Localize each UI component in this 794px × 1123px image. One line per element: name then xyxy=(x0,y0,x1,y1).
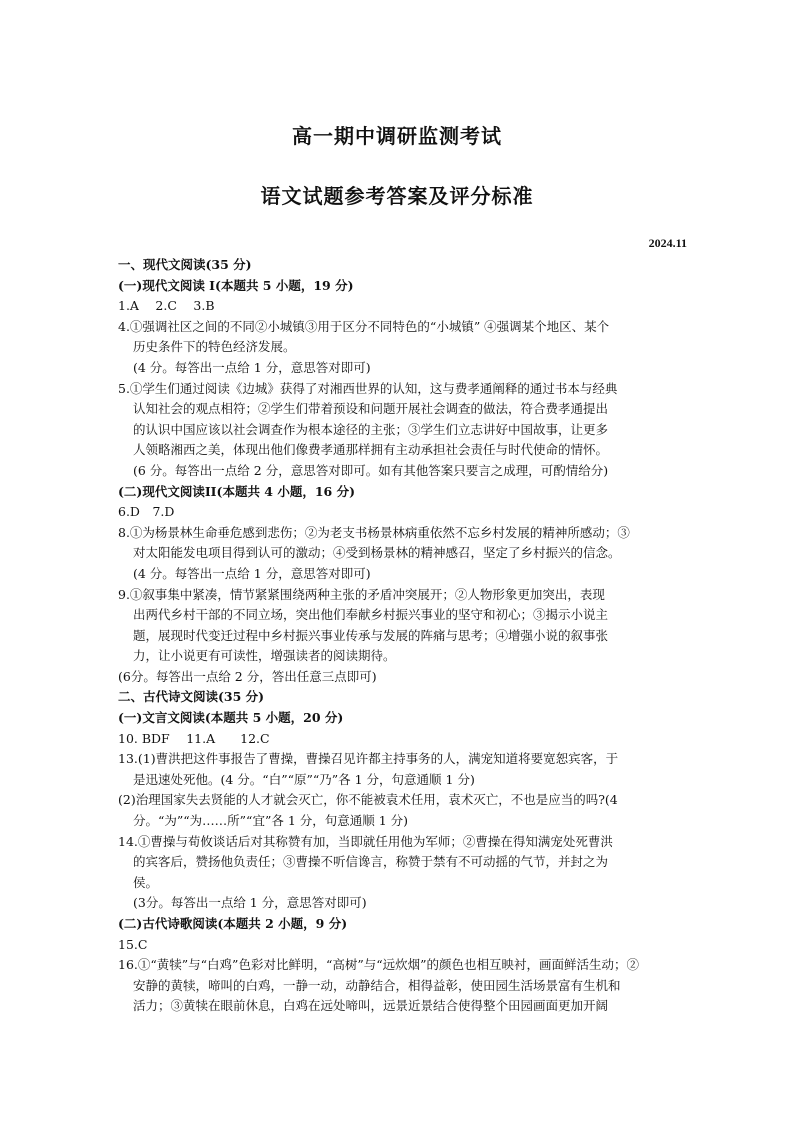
section-heading: (一)现代文阅读 I(本题共 5 小题，19 分) xyxy=(118,277,354,293)
document-subtitle: 语文试题参考答案及评分标准 xyxy=(260,184,534,208)
answer-line: 活力；③黄犊在眼前休息，白鸡在远处啼叫，远景近景结合使得整个田园画面更加开阔 xyxy=(133,998,609,1014)
answer-line: 的认识中国应该以社会调查作为根本途径的主张；③学生们立志讲好中国故事，让更多 xyxy=(133,421,609,437)
answer-line: 5.①学生们通过阅读《边城》获得了对湘西世界的认知，这与费孝通阐释的通过书本与经典 xyxy=(118,380,618,396)
answer-line: 人领略湘西之美，体现出他们像费孝通那样拥有主动承担社会责任与时代使命的情怀。 xyxy=(133,442,609,458)
answer-line: 4.①强调社区之间的不同②小城镇③用于区分不同特色的“小城镇” ④强调某个地区、某个 xyxy=(118,318,610,334)
answer-line: (2)治理国家失去贤能的人才就会灭亡，你不能被袁术任用，袁术灭亡，不也是应当的吗?(4 xyxy=(118,792,618,808)
section-heading: 二、古代诗文阅读(35 分) xyxy=(118,689,265,705)
answer-line: (6分。每答出一点给 2 分，答出任意三点即可) xyxy=(118,668,377,684)
answer-line: 出两代乡村干部的不同立场，突出他们奉献乡村振兴事业的坚守和初心；③揭示小说主 xyxy=(133,607,609,623)
answer-line: 历史条件下的特色经济发展。 xyxy=(133,339,296,355)
answer-line: (3分。每答出一点给 1 分，意思答对即可) xyxy=(133,895,367,911)
answer-line: 题，展现时代变迁过程中乡村振兴事业传承与发展的阵痛与思考；④增强小说的叙事张 xyxy=(133,627,609,643)
answer-line: 是迅速处死他。(4 分。“白”“原”“乃”各 1 分，句意通顺 1 分) xyxy=(133,771,475,787)
answer-line: 力，让小说更有可读性，增强读者的阅读期待。 xyxy=(133,648,396,664)
answer-line: (4 分。每答出一点给 1 分，意思答对即可) xyxy=(133,359,371,375)
answer-line: 的宾客后，赞扬他负责任；③曹操不听信谗言，称赞于禁有不可动摇的气节，并封之为 xyxy=(133,854,609,870)
section-heading: (二)现代文阅读II(本题共 4 小题，16 分) xyxy=(118,483,356,499)
answer-line: 1.A 2.C 3.B xyxy=(118,298,215,314)
answer-line: 13.(1)曹洪把这件事报告了曹操，曹操召见许都主持事务的人，满宠知道将要宽恕宾客，于 xyxy=(118,751,619,767)
answer-line: 8.①为杨景林生命垂危感到悲伤；②为老支书杨景林病重依然不忘乡村发展的精神所感动；③ xyxy=(118,524,630,540)
answer-line: 安静的黄犊，啼叫的白鸡，一静一动，动静结合，相得益彰，使田园生活场景富有生机和 xyxy=(133,977,621,993)
answer-line: 侯。 xyxy=(133,874,159,890)
answer-line: (6 分。每答出一点给 2 分，意思答对即可。如有其他答案只要言之成理，可酌情给分) xyxy=(133,462,609,478)
answer-line: (4 分。每答出一点给 1 分，意思答对即可) xyxy=(133,565,371,581)
answer-body xyxy=(118,255,703,1017)
answer-line: 分。“为”“为……所”“宜”各 1 分，句意通顺 1 分) xyxy=(133,813,409,829)
document-date: 2024.11 xyxy=(648,236,687,250)
document-title: 高一期中调研监测考试 xyxy=(292,124,502,148)
section-heading: (二)古代诗歌阅读(本题共 2 小题，9 分) xyxy=(118,916,348,931)
answer-line: 对太阳能发电项目得到认可的激动；④受到杨景林的精神感召，坚定了乡村振兴的信念。 xyxy=(133,545,621,561)
section-heading: (一)文言文阅读(本题共 5 小题，20 分) xyxy=(118,710,344,726)
answer-line: 16.①“黄犊”与“白鸡”色彩对比鲜明，“高树”与“远炊烟”的颜色也相互映衬，画面鲜活生动；② xyxy=(118,957,640,973)
answer-line: 14.①曹操与荀攸谈话后对其称赞有加，当即就任用他为军师；②曹操在得知满宠处死曹洪 xyxy=(118,833,613,849)
answer-line: 6.D 7.D xyxy=(118,504,175,520)
section-heading: 一、现代文阅读(35 分) xyxy=(118,257,252,272)
answer-line: 认知社会的观点相符；②学生们带着预设和问题开展社会调查的做法，符合费孝通提出 xyxy=(133,401,609,417)
answer-line: 9.①叙事集中紧凑，情节紧紧围绕两种主张的矛盾冲突展开；②人物形象更加突出，表现 xyxy=(118,586,605,602)
answer-line: 10. BDF 11.A 12.C xyxy=(118,730,270,746)
answer-line: 15.C xyxy=(118,936,148,952)
